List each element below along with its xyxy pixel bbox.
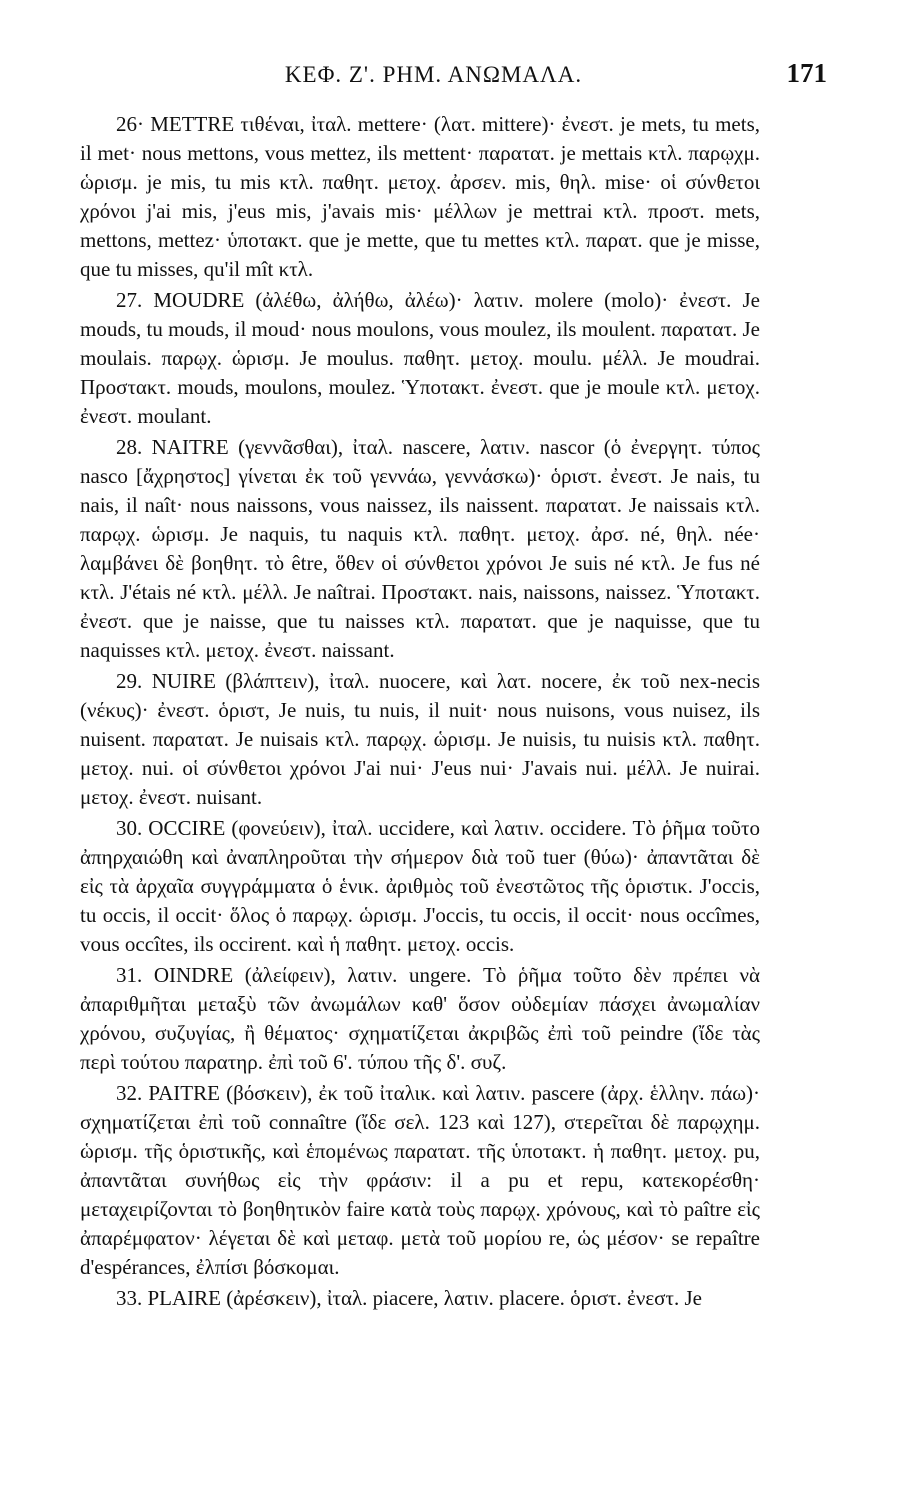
running-head: ΚΕΦ. Ζ'. ΡΗΜ. ΑΝΩΜΑΛΑ.: [284, 62, 583, 87]
entry-mettre: 26· METTRE τιθέναι, ἰταλ. mettere· (λατ. mittere)· ἐνεστ. je mets, tu mets, il met· nous mettons, vous mettez, ils mettent· παρατατ. je mettais κτλ. παρῳχμ. ὡρισμ. je mis, tu mis κτλ. παθητ. μετοχ. ἀρσεν. mis, θηλ. mise· οἱ σύνθετοι χρόνοι j'ai mis, j'eus mis, j'avais mis· μέλλων je mettrai κτλ. προστ. mets, mettons, mettez· ὑποτακτ. que je mette, que tu mettes κτλ. παρατ. que je misse, que tu misses, qu'il mît κτλ.: [80, 112, 760, 281]
page-header: [80, 58, 827, 96]
entry-occire: 30. OCCIRE (φονεύειν), ἰταλ. uccidere, καὶ λατιν. occidere. Τὸ ῥῆμα τοῦτο ἀπηρχαιώθη καὶ ἀναπληροῦται τὴν σήμερον διὰ τοῦ tuer (θύω)· ἀπαντᾶται δὲ εἰς τὰ ἀρχαῖα συγγράμματα ὁ ἑνικ. ἀριθμὸς τοῦ ἐνεστῶτος τῆς ὁριστικ. J'occis, tu occis, il occit· ὅλος ὁ παρῳχ. ὡρισμ. J'occis, tu occis, il occit· nous occîmes, vous occîtes, ils occirent. καὶ ἡ παθητ. μετοχ. occis.: [80, 816, 760, 956]
entry-naitre: 28. NAITRE (γεννᾶσθαι), ἰταλ. nascere, λατιν. nascor (ὁ ἐνεργητ. τύπος nasco [ἄχρηστος] γίνεται ἐκ τοῦ γεννάω, γεννάσκω)· ὁριστ. ἐνεστ. Je nais, tu nais, il naît· nous naissons, vous naissez, ils naissent. παρατατ. Je naissais κτλ. παρῳχ. ὡρισμ. Je naquis, tu naquis κτλ. παθητ. μετοχ. ἀρσ. né, θηλ. née· λαμβάνει δὲ βοηθητ. τὸ être, ὅθεν οἱ σύνθετοι χρόνοι Je suis né κτλ. Je fus né κτλ. J'étais né κτλ. μέλλ. Je naîtrai. Προστακτ. nais, naissons, naissez. Ὑποτακτ. ἐνεστ. que je naisse, que tu naisses κτλ. παρατατ. que je naquisse, que tu naquisses κτλ. μετοχ. ἐνεστ. naissant.: [80, 435, 760, 662]
entry-plaire: 33. PLAIRE (ἀρέσκειν), ἰταλ. piacere, λατιν. placere. ὁριστ. ἐνεστ. Je: [116, 1286, 702, 1310]
entry-moudre: 27. MOUDRE (ἀλέθω, ἀλήθω, ἀλέω)· λατιν. molere (molo)· ἐνεστ. Je mouds, tu mouds, il moud· nous moulons, vous moulez, ils moulent. παρατατ. Je moulais. παρῳχ. ὡρισμ. Je moulus. παθητ. μετοχ. moulu. μέλλ. Je moudrai. Προστακτ. mouds, moulons, moulez. Ὑποτακτ. ἐνεστ. que je moule κτλ. μετοχ. ἐνεστ. moulant.: [80, 288, 760, 428]
entry-nuire: 29. NUIRE (βλάπτειν), ἰταλ. nuocere, καὶ λατ. nocere, ἐκ τοῦ nex-necis (νέκυς)· ἐνεστ. ὁριστ, Je nuis, tu nuis, il nuit· nous nuisons, vous nuisez, ils nuisent. παρατατ. Je nuisais κτλ. παρῳχ. ὡρισμ. Je nuisis, tu nuisis κτλ. παθητ. μετοχ. nui. οἱ σύνθετοι χρόνοι J'ai nui· J'eus nui· J'avais nui. μέλλ. Je nuirai. μετοχ. ἐνεστ. nuisant.: [80, 669, 760, 809]
entry-oindre: 31. OINDRE (ἀλείφειν), λατιν. ungere. Τὸ ῥῆμα τοῦτο δὲν πρέπει νὰ ἀπαριθμῆται μεταξὺ τῶν ἀνωμάλων καθ' ὅσον οὐδεμίαν πάσχει ἀνωμαλίαν χρόνου, συζυγίας, ἢ θέματος· σχηματίζεται ἀκριβῶς ἐπὶ τοῦ peindre (ἴδε τὰς περὶ τούτου παρατηρ. ἐπὶ τοῦ 6'. τύπου τῆς δ'. συζ.: [80, 963, 760, 1074]
page-body: [80, 110, 760, 1313]
page-number: 171: [786, 58, 827, 88]
entry-paitre: 32. PAITRE (βόσκειν), ἐκ τοῦ ἰταλικ. καὶ λατιν. pascere (ἀρχ. ἑλλην. πάω)· σχηματίζεται ἐπὶ τοῦ connaître (ἴδε σελ. 123 καὶ 127), στερεῖται δὲ παρῳχημ. ὡρισμ. τῆς ὁριστικῆς, καὶ ἑπομένως παρατατ. τῆς ὑποτακτ. ἡ παθητ. μετοχ. pu, ἀπαντᾶται συνήθως εἰς τὴν φράσιν: il a pu et repu, κατεκορέσθη· μεταχειρίζονται τὸ βοηθητικὸν faire κατὰ τοὺς παρῳχ. χρόνους, καὶ τὸ paître εἰς ἀπαρέμφατον· λέγεται δὲ καὶ μεταφ. μετὰ τοῦ μορίου re, ὡς μέσον· se repaître d'espérances, ἐλπίσι βόσκομαι.: [80, 1081, 760, 1279]
